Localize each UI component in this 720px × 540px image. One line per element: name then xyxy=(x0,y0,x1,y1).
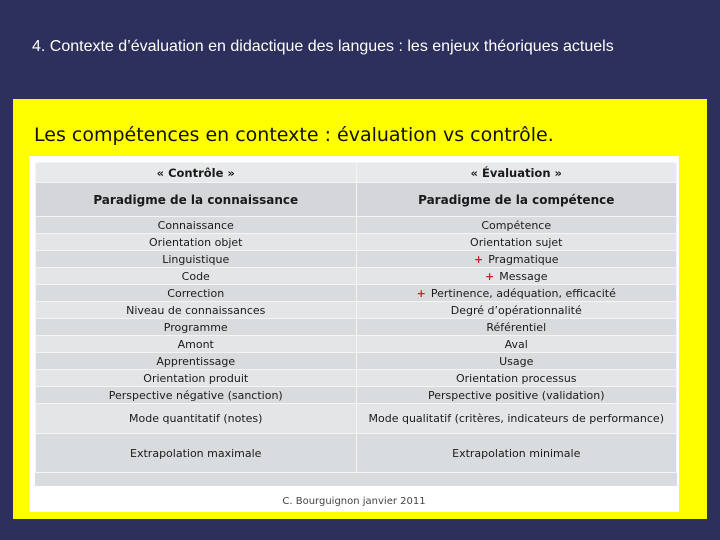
cell-controle: Code xyxy=(36,268,357,285)
cell-controle: Niveau de connaissances xyxy=(36,302,357,319)
cell-evaluation: Perspective positive (validation) xyxy=(356,387,677,404)
cell-controle: Orientation produit xyxy=(36,370,357,387)
cell-controle: Amont xyxy=(36,336,357,353)
table-row xyxy=(36,217,677,234)
plus-sign-icon: + xyxy=(485,269,495,283)
table-row xyxy=(36,404,677,434)
table-row xyxy=(36,336,677,353)
table-row xyxy=(36,387,677,404)
table-row xyxy=(36,434,677,473)
cell-evaluation: Référentiel xyxy=(356,319,677,336)
table-row xyxy=(36,251,677,268)
column-header-left: « Contrôle » xyxy=(36,163,357,183)
cell-evaluation-text: Message xyxy=(499,269,548,283)
slide-header-title: 4. Contexte d’évaluation en didactique des langues : les enjeux théoriques actuels xyxy=(32,38,614,55)
column-header-right: « Évaluation » xyxy=(356,163,677,183)
comparison-table xyxy=(35,162,677,473)
cell-evaluation: Extrapolation minimale xyxy=(356,434,677,473)
cell-evaluation xyxy=(356,285,677,302)
table-row xyxy=(36,319,677,336)
paradigm-row xyxy=(36,183,677,217)
paradigm-right: Paradigme de la compétence xyxy=(356,183,677,217)
table-row xyxy=(36,302,677,319)
cell-evaluation: Orientation sujet xyxy=(356,234,677,251)
cell-controle: Orientation objet xyxy=(36,234,357,251)
table-row xyxy=(36,353,677,370)
cell-evaluation: Aval xyxy=(356,336,677,353)
paradigm-left: Paradigme de la connaissance xyxy=(36,183,357,217)
table-row xyxy=(36,234,677,251)
table-frame xyxy=(35,162,677,486)
credit-line: C. Bourguignon janvier 2011 xyxy=(282,496,426,507)
table-row xyxy=(36,268,677,285)
plus-sign-icon: + xyxy=(416,286,426,300)
cell-controle: Apprentissage xyxy=(36,353,357,370)
cell-evaluation-text: Pertinence, adéquation, efficacité xyxy=(430,286,616,300)
cell-controle: Extrapolation maximale xyxy=(36,434,357,473)
cell-controle: Correction xyxy=(36,285,357,302)
cell-evaluation xyxy=(356,251,677,268)
cell-evaluation: Orientation processus xyxy=(356,370,677,387)
cell-controle: Perspective négative (sanction) xyxy=(36,387,357,404)
slide-subtitle: Les compétences en contexte : évaluation vs contrôle. xyxy=(34,124,554,146)
cell-controle: Programme xyxy=(36,319,357,336)
cell-evaluation xyxy=(356,268,677,285)
cell-controle: Linguistique xyxy=(36,251,357,268)
cell-controle: Connaissance xyxy=(36,217,357,234)
plus-sign-icon: + xyxy=(474,252,484,266)
table-row xyxy=(36,285,677,302)
comparison-table-image xyxy=(29,156,679,512)
cell-evaluation: Compétence xyxy=(356,217,677,234)
cell-evaluation: Usage xyxy=(356,353,677,370)
cell-evaluation-text: Pragmatique xyxy=(488,252,559,266)
cell-controle: Mode quantitatif (notes) xyxy=(36,404,357,434)
cell-evaluation: Mode qualitatif (critères, indicateurs de performance) xyxy=(356,404,677,434)
cell-evaluation: Degré d’opérationnalité xyxy=(356,302,677,319)
table-row xyxy=(36,370,677,387)
